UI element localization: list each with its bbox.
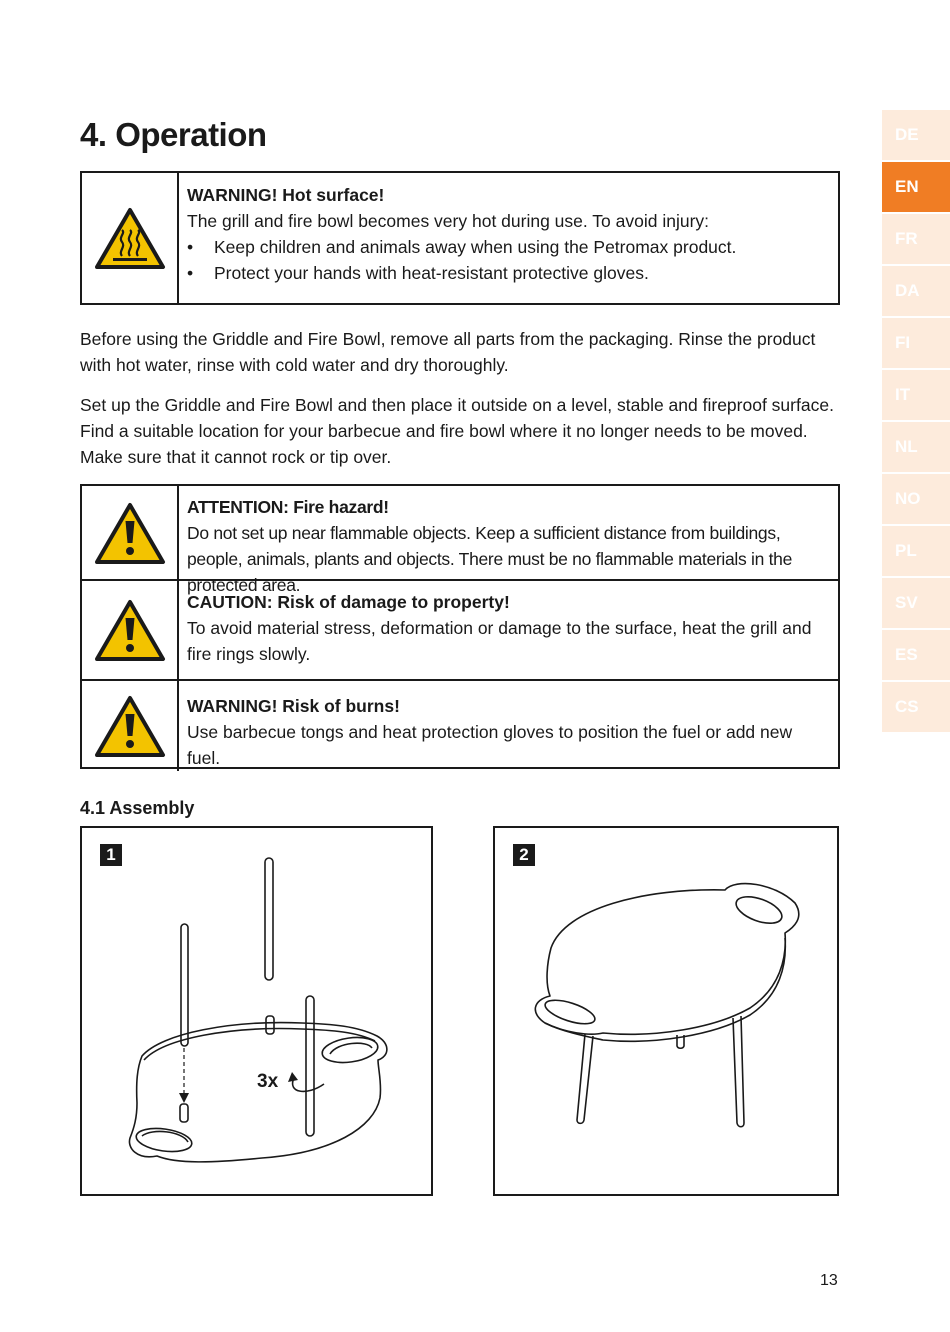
language-tab-de[interactable]: DE	[882, 110, 950, 160]
exclamation-icon-cell	[82, 486, 179, 579]
griddle-leg-insertion-illustration	[82, 828, 431, 1194]
safety-notice-heading: CAUTION: Risk of damage to property!	[187, 592, 510, 612]
warning-row	[82, 173, 838, 303]
warning-bullet: • Keep children and animals away when using the Petromax product.	[187, 234, 830, 260]
language-tab-nl[interactable]: NL	[882, 422, 950, 472]
language-tabs	[882, 110, 950, 734]
warning-text: The grill and fire bowl becomes very hot during use. To avoid injury:	[187, 211, 710, 231]
exclamation-warning-icon	[94, 598, 166, 662]
hot-surface-warning-box	[80, 171, 840, 305]
assembly-figure-step-1	[80, 826, 433, 1196]
safety-notice-row	[82, 681, 838, 771]
assembled-griddle-illustration	[495, 828, 837, 1194]
intro-paragraph: Before using the Griddle and Fire Bowl, remove all parts from the packaging. Rinse the product with hot water, rinse with cold water and dry thoroughly.	[80, 329, 816, 375]
safety-notices-box	[80, 484, 840, 769]
exclamation-icon-cell	[82, 681, 179, 771]
language-tab-es[interactable]: ES	[882, 630, 950, 680]
safety-notice-text: Do not set up near flammable objects. Keep a sufficient distance from buildings, people, animals, plants and objects. There must be no flammable materials in the protected area.	[187, 523, 793, 595]
language-tab-da[interactable]: DA	[882, 266, 950, 316]
step-number-badge: 1	[100, 844, 122, 866]
safety-notice-text-cell	[179, 681, 838, 771]
warning-heading: WARNING! Hot surface!	[187, 185, 385, 205]
assembly-figure-step-2	[493, 826, 839, 1196]
safety-notice-row	[82, 581, 838, 681]
hot-surface-icon	[94, 206, 166, 270]
language-tab-no[interactable]: NO	[882, 474, 950, 524]
language-tab-sv[interactable]: SV	[882, 578, 950, 628]
warning-bullet-list	[187, 234, 830, 286]
language-tab-fr[interactable]: FR	[882, 214, 950, 264]
safety-notice-heading: ATTENTION: Fire hazard!	[187, 497, 389, 517]
safety-notice-text-cell	[179, 486, 838, 595]
safety-notice-text: To avoid material stress, deformation or damage to the surface, heat the grill and fire rings slowly.	[187, 618, 812, 664]
page-number: 13	[820, 1272, 838, 1289]
hot-surface-icon-cell	[82, 173, 179, 303]
language-tab-en[interactable]: EN	[882, 162, 950, 212]
setup-paragraph: Set up the Griddle and Fire Bowl and then place it outside on a level, stable and fireproof surface. Find a suitable location for your barbecue and fire bowl where it no longer needs to be moved. Make sure that it cannot rock or tip over.	[80, 395, 834, 467]
exclamation-warning-icon	[94, 694, 166, 758]
language-tab-pl[interactable]: PL	[882, 526, 950, 576]
language-tab-cs[interactable]: CS	[882, 682, 950, 732]
safety-notice-row	[82, 486, 838, 595]
warning-bullet: • Protect your hands with heat-resistant protective gloves.	[187, 260, 830, 286]
language-tab-it[interactable]: IT	[882, 370, 950, 420]
step-number-badge: 2	[513, 844, 535, 866]
rotation-count-label: 3x	[257, 1071, 279, 1092]
exclamation-warning-icon	[94, 501, 166, 565]
exclamation-icon-cell	[82, 581, 179, 679]
safety-notice-text-cell	[179, 581, 838, 679]
warning-text-cell	[179, 173, 838, 303]
language-tab-fi[interactable]: FI	[882, 318, 950, 368]
assembly-heading: 4.1 Assembly	[80, 798, 195, 818]
safety-notice-heading: WARNING! Risk of burns!	[187, 696, 400, 716]
page-title: 4. Operation	[80, 116, 267, 153]
safety-notice-text: Use barbecue tongs and heat protection gloves to position the fuel or add new fuel.	[187, 722, 793, 768]
